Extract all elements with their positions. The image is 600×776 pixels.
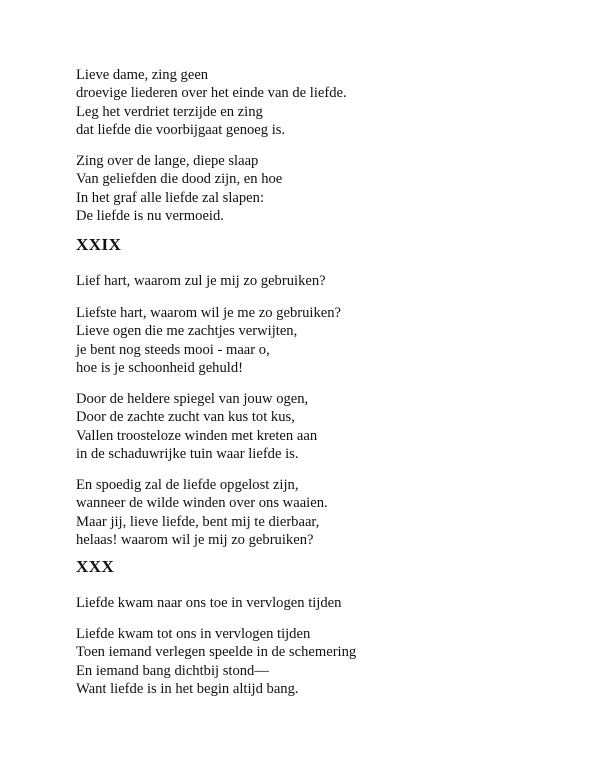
poem-line: Maar jij, lieve liefde, bent mij te dierbaar,: [76, 513, 320, 530]
poem-line: Liefde kwam tot ons in vervlogen tijden: [76, 626, 311, 642]
poem-heading: XXIX: [76, 235, 122, 254]
poem-line: De liefde is nu vermoeid.: [76, 207, 224, 224]
poem-line: wanneer de wilde winden over ons waaien.: [76, 495, 328, 512]
stanza: [76, 476, 328, 549]
poem-line: Zing over de lange, diepe slaap: [76, 153, 259, 169]
poem-line: Want liefde is in het begin altijd bang.: [76, 680, 299, 697]
stanza: [76, 390, 317, 463]
poem-first-line: [76, 594, 341, 612]
poem-first-line: [76, 272, 326, 290]
poem-line: En iemand bang dichtbij stond—: [76, 662, 269, 679]
poem-line: Liefde kwam naar ons toe in vervlogen tijden: [76, 595, 342, 611]
stanza: [76, 66, 347, 139]
poem-line: Lieve dame, zing geen: [76, 67, 209, 83]
poem-line: Vallen troosteloze winden met kreten aan: [76, 427, 318, 444]
stanza: [76, 625, 356, 698]
poem-line: Van geliefden die dood zijn, en hoe: [76, 171, 283, 188]
poem-line: Door de zachte zucht van kus tot kus,: [76, 409, 295, 426]
poem-line: Leg het verdriet terzijde en zing: [76, 103, 263, 120]
poem-line: je bent nog steeds mooi - maar o,: [76, 341, 270, 358]
poem-line: Door de heldere spiegel van jouw ogen,: [76, 391, 309, 407]
stanza: [76, 152, 282, 225]
poem-line: Toen iemand verlegen speelde in de schemering: [76, 644, 357, 661]
stanza: [76, 304, 341, 377]
poem-line: helaas! waarom wil je mij zo gebruiken?: [76, 531, 314, 548]
poem-line: hoe is je schoonheid gehuld!: [76, 359, 243, 376]
poem-line: Lief hart, waarom zul je mij zo gebruiken?: [76, 273, 326, 289]
poem-line: in de schaduwrijke tuin waar liefde is.: [76, 445, 299, 462]
poem-line: En spoedig zal de liefde opgelost zijn,: [76, 477, 299, 493]
poem-heading: XXX: [76, 557, 115, 576]
poem-line: Liefste hart, waarom wil je me zo gebruiken?: [76, 305, 342, 321]
poem-line: dat liefde die voorbijgaat genoeg is.: [76, 121, 286, 138]
poem-line: Lieve ogen die me zachtjes verwijten,: [76, 323, 298, 340]
poem-line: In het graf alle liefde zal slapen:: [76, 189, 265, 206]
poem-line: droevige liederen over het einde van de liefde.: [76, 85, 347, 102]
